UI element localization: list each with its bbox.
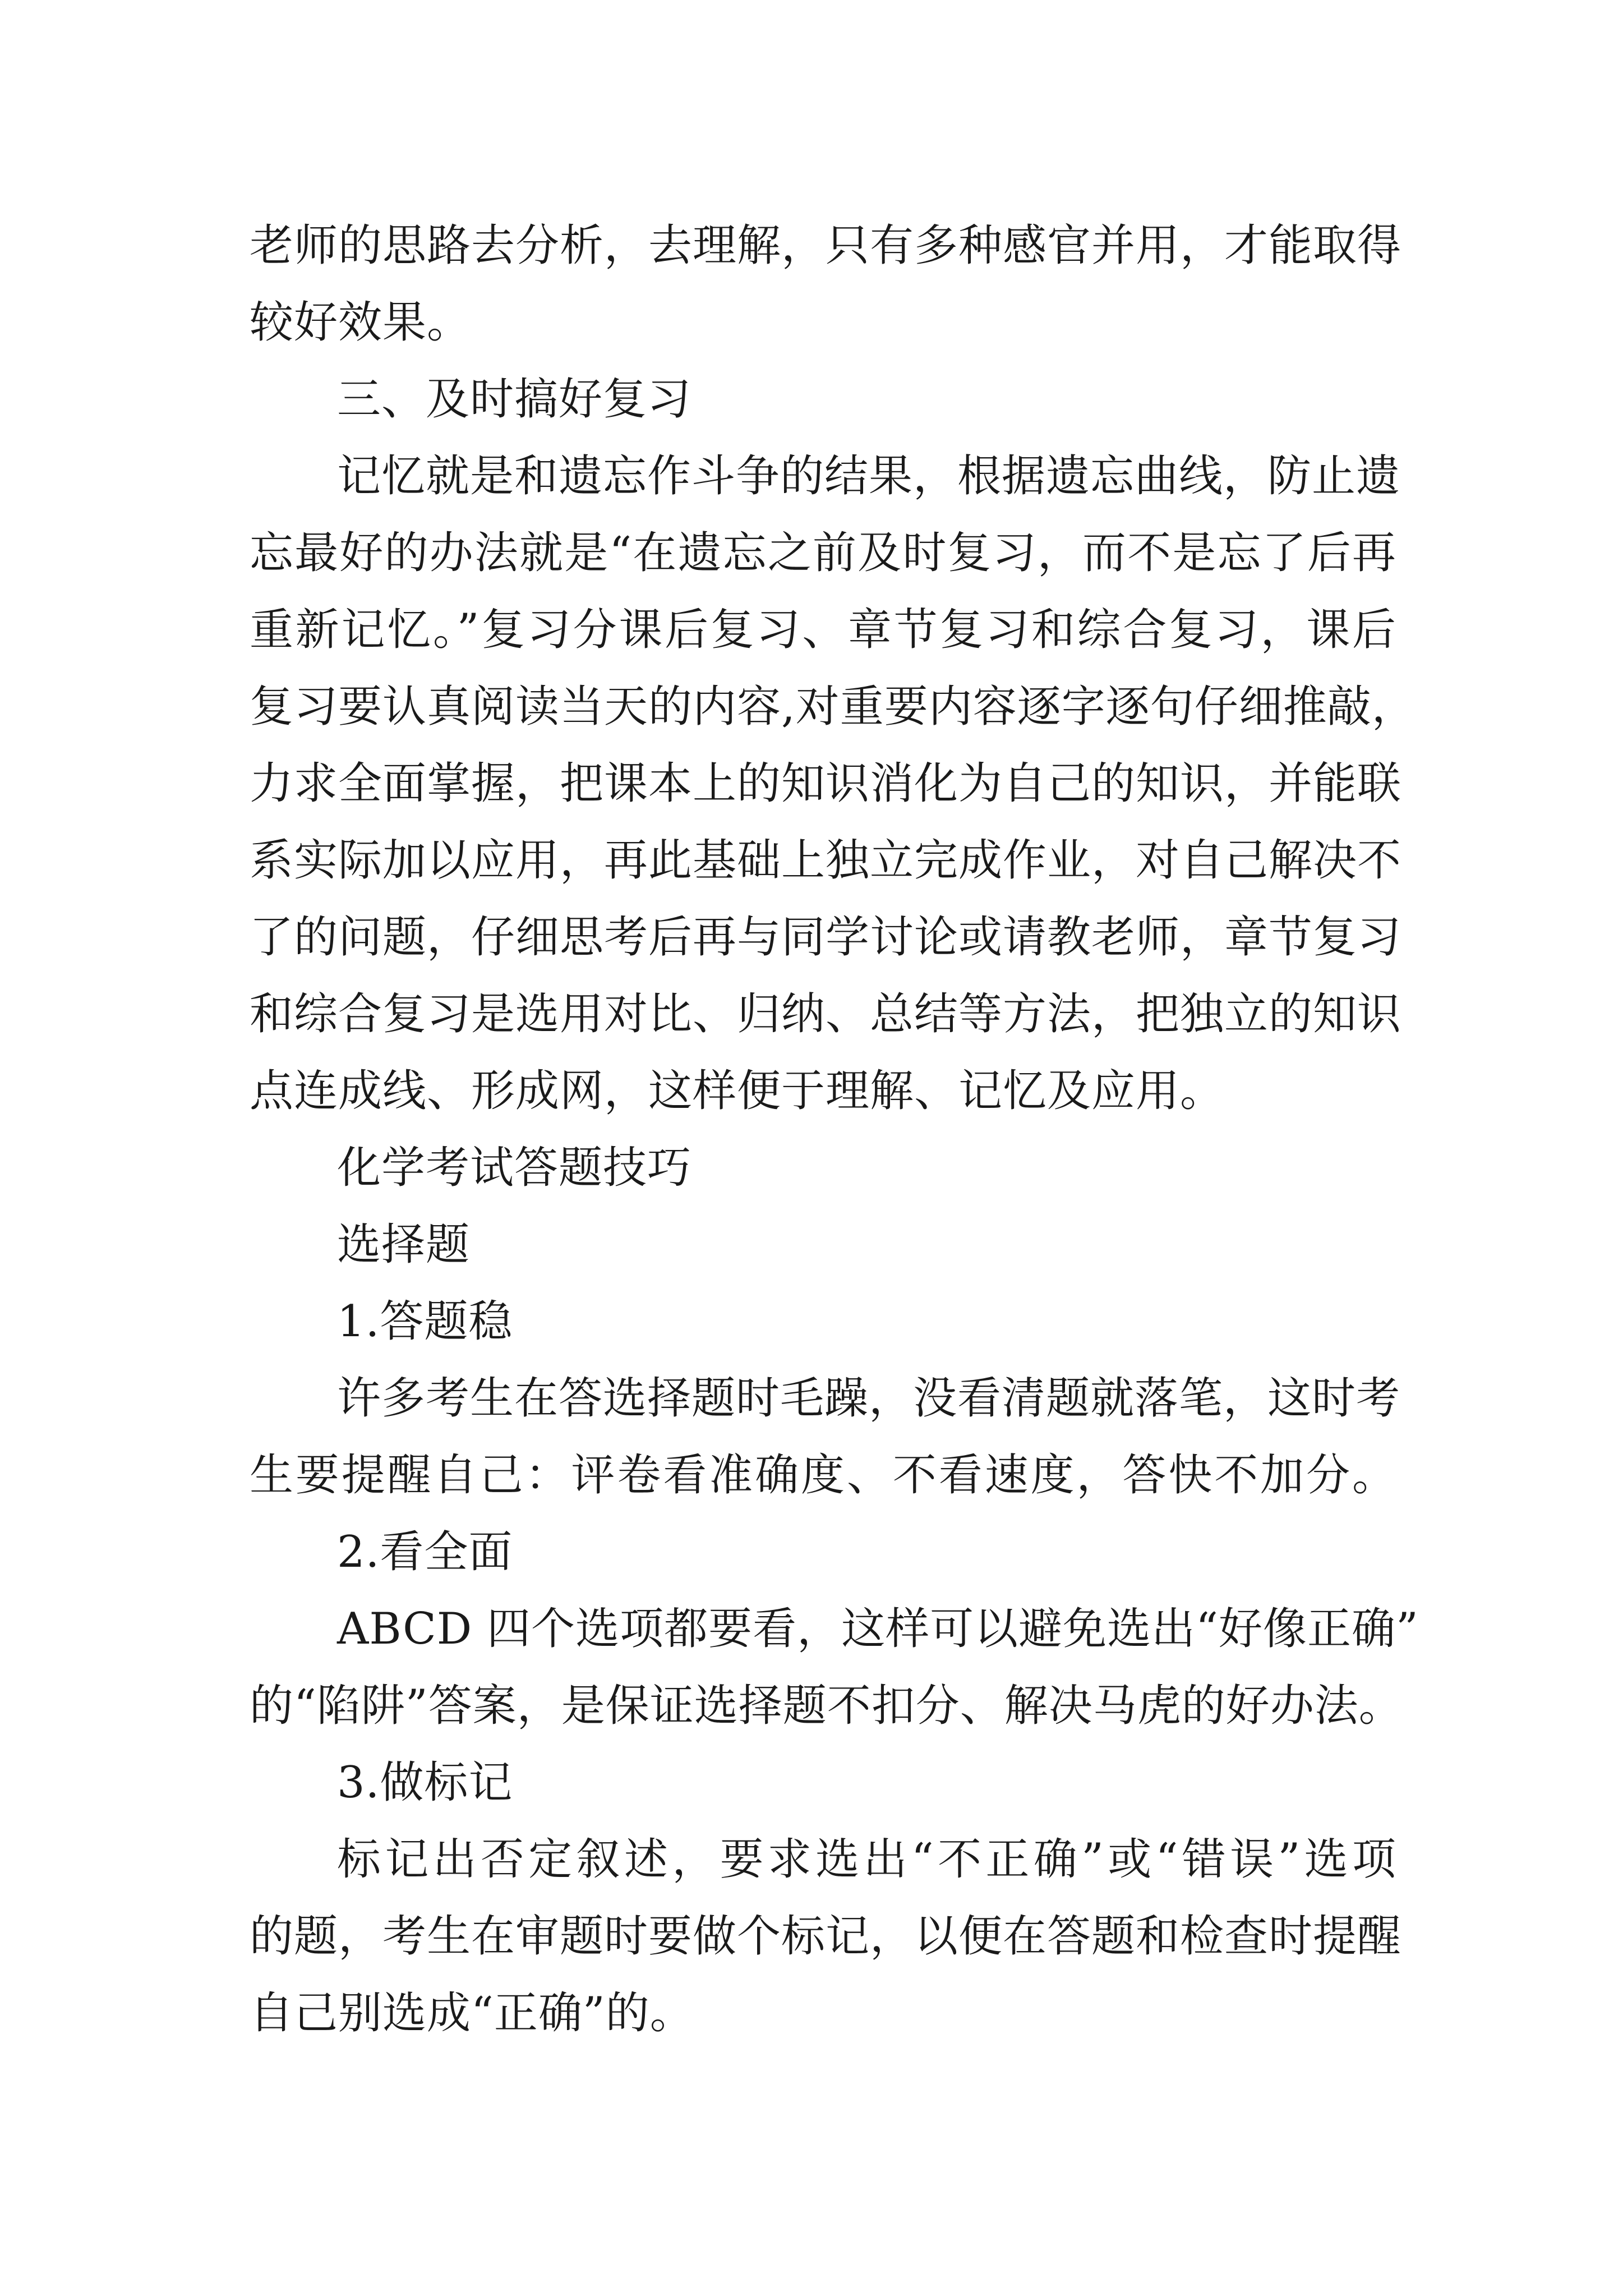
subsection-heading: 选择题 [337, 1220, 471, 1270]
text-line: 忘最好的办法就是“在遗忘之前及时复习，而不是忘了后再 [250, 528, 1396, 578]
text-line: 的“陷阱”答案，是保证选择题不扣分、解决马虎的好办法。 [250, 1681, 1403, 1731]
numbered-heading: 3.做标记 [337, 1757, 513, 1808]
numbered-heading: 1.答题稳 [337, 1296, 513, 1347]
section-heading: 化学考试答题技巧 [337, 1143, 692, 1193]
text-line: 生要提醒自己：评卷看准确度、不看速度，答快不加分。 [250, 1450, 1396, 1501]
text-line: 重新记忆。”复习分课后复习、章节复习和综合复习，课后 [250, 605, 1396, 655]
section-heading: 三、及时搞好复习 [337, 374, 692, 425]
text-line: 了的问题，仔细思考后再与同学讨论或请教老师，章节复习 [250, 912, 1402, 963]
text-line: 系实际加以应用，再此基础上独立完成作业，对自己解决不 [250, 835, 1402, 886]
text-line: 的题，考生在审题时要做个标记，以便在答题和检查时提醒 [250, 1911, 1402, 1962]
numbered-heading: 2.看全面 [337, 1527, 513, 1577]
text-line: 许多考生在答选择题时毛躁，没看清题就落笔，这时考 [337, 1373, 1401, 1424]
text-line: 标记出否定叙述，要求选出“不正确”或“错误”选项 [337, 1834, 1396, 1885]
document-body [250, 208, 1419, 2052]
text-line: 点连成线、形成网，这样便于理解、记忆及应用。 [250, 1066, 1225, 1116]
text-line: 复习要认真阅读当天的内容,对重要内容逐字逐句仔细推敲， [250, 682, 1416, 732]
text-line: 自己别选成“正确”的。 [250, 1988, 694, 2039]
text-line: 较好效果。 [250, 297, 472, 348]
text-line: 力求全面掌握，把课本上的知识消化为自己的知识，并能联 [250, 758, 1402, 809]
text-line: 记忆就是和遗忘作斗争的结果，根据遗忘曲线，防止遗 [337, 451, 1401, 501]
text-line: 和综合复习是选用对比、归纳、总结等方法，把独立的知识 [250, 989, 1402, 1039]
text-line: ABCD 四个选项都要看，这样可以避免选出“好像正确” [337, 1604, 1419, 1654]
text-line: 老师的思路去分析，去理解，只有多种感官并用，才能取得 [250, 220, 1402, 271]
